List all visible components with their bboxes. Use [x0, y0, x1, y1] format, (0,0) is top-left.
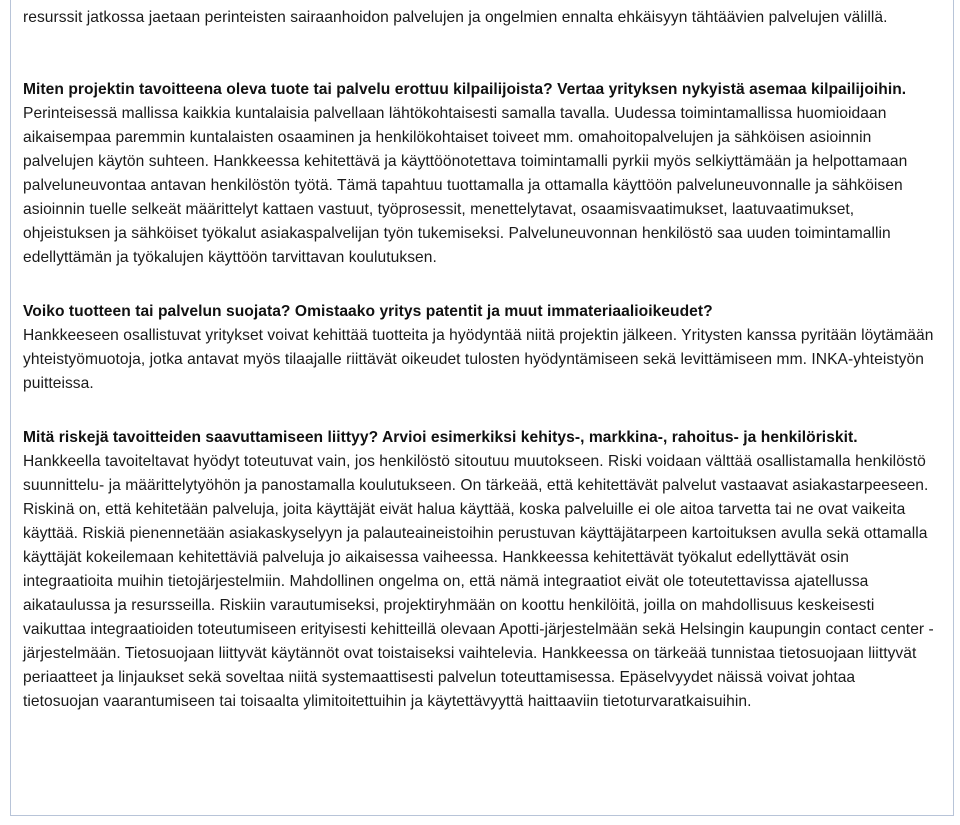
spacer — [23, 270, 935, 294]
spacer — [23, 396, 935, 420]
section-heading-protection: Voiko tuotteen tai palvelun suojata? Omistaako yritys patentit ja muut immateriaalioikeudet? — [23, 303, 713, 320]
spacer — [23, 30, 935, 54]
spacer — [23, 54, 935, 78]
document-body — [23, 6, 935, 714]
section-body-competition: Perinteisessä mallissa kaikkia kuntalaisia palvellaan lähtökohtaisesti samalla tavalla. Uudessa toimintamallissa huomioidaan aikaisempaa paremmin kuntalaisten osaaminen ja henkilökohtaiset toiveet mm. omahoitopalvelujen ja sähköisen asioinnin palvelujen käytön suhteen. Hankkeessa kehitettävä ja käyttöönotettava toimintamalli pyrkii myös selkiyttämään ja helpottamaan palveluneuvontaa antavan henkilöstön työtä. Tämä tapahtuu tuottamalla ja ottamalla käyttöön palveluneuvonnalle ja sähköisen asioinnin tuelle selkeät määrittelyt kattaen vastuut, työprosessit, menettelytavat, osaamisvaatimukset, laatuvaatimukset, ohjeistuksen ja sähköiset työkalut asiakaspalvelijan työn tukemiseksi. Palveluneuvonnan henkilöstö saa uuden toimintamallin edellyttämän ja työkalujen käyttöön tarvittavan koulutuksen. — [23, 105, 908, 266]
section-body-protection: Hankkeeseen osallistuvat yritykset voivat kehittää tuotteita ja hyödyntää niitä projektin jälkeen. Yritysten kanssa pyritään löytämään yhteistyömuotoja, jotka antavat myös tilaajalle riittävät oikeudet tulosten hyödyntämiseen sekä levittämiseen mm. INKA-yhteistyön puitteissa. — [23, 327, 934, 392]
intro-paragraph: resurssit jatkossa jaetaan perinteisten sairaanhoidon palvelujen ja ongelmien ennalta ehkäisyyn tähtäävien palvelujen välillä. — [23, 9, 888, 26]
section-body-risks: Hankkeella tavoiteltavat hyödyt toteutuvat vain, jos henkilöstö sitoutuu muutokseen. Riski voidaan välttää osallistamalla henkilöstö suunnittelu- ja määrittelytyöhön ja panostamalla koulutukseen. On tärkeää, että kehitettävät palvelut vastaavat asiakastarpeeseen. Riskinä on, että kehitetään palveluja, joita käyttäjät eivät halua käyttää, koska palveluille ei ole aitoa tarvetta tai ne ovat vaikeita käyttää. Riskiä pienennetään asiakaskyselyyn ja palauteaineistoihin perustuvan käyttäjätarpeen kartoituksen avulla sekä ottamalla käyttäjät kokeilemaan kehitettäviä palveluja jo aikaisessa vaiheessa. Hankkeessa kehitettävät työkalut edellyttävät osin integraatioita muihin tietojärjestelmiin. Mahdollinen ongelma on, että nämä integraatiot eivät ole toteutettavissa ajatellussa aikataulussa ja resursseilla. Riskiin varautumiseksi, projektiryhmään on koottu henkilöitä, joilla on mahdollisuus keskeisesti vaikuttaa integraatioiden toteutumiseen erityisesti kehitteillä olevaan Apotti-järjestelmään sekä Helsingin kaupungin contact center -järjestelmään. Tietosuojaan liittyvät käytännöt ovat toistaiseksi vaihtelevia. Hankkeessa on tärkeää tunnistaa tietosuojaan liittyvät periaatteet ja linjaukset sekä soveltaa niitä systemaattisesti palvelun toteuttamisessa. Epäselvyydet näissä voivat johtaa tietosuojan vaarantumiseen tai toisaalta ylimitoitettuihin ja käytettävyyttä haittaaviin tietoturvaratkaisuihin. — [23, 453, 934, 710]
section-heading-competition: Miten projektin tavoitteena oleva tuote tai palvelu erottuu kilpailijoista? Vertaa yrityksen nykyistä asemaa kilpailijoihin. — [23, 81, 907, 98]
section-heading-risks: Mitä riskejä tavoitteiden saavuttamiseen liittyy? Arvioi esimerkiksi kehitys-, markkina-, rahoitus- ja henkilöriskit. — [23, 429, 858, 446]
